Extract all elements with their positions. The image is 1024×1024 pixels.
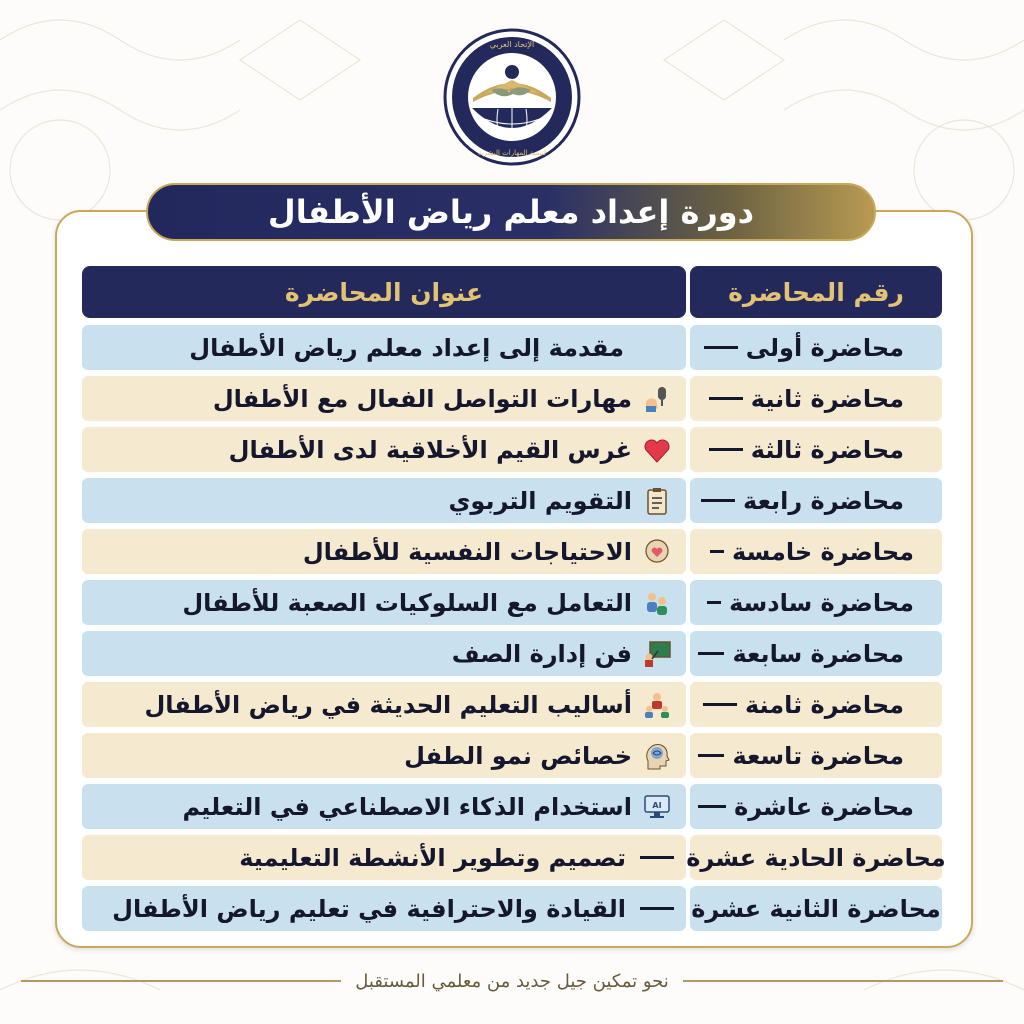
lecture-number: محاضرة ثامنة (744, 690, 904, 719)
classroom-board-icon (642, 639, 672, 669)
head-heart-icon (642, 537, 672, 567)
lecture-title: التقويم التربوي (448, 486, 632, 515)
lecture-title: خصائص نمو الطفل (404, 741, 632, 770)
logo-bottom-text: لتنمية المهارات البشرية (477, 149, 547, 157)
clipboard-icon (642, 486, 672, 516)
divider (683, 980, 1003, 982)
lecture-title: الاحتياجات النفسية للأطفال (302, 537, 632, 566)
table-row-number (690, 325, 942, 370)
table-row-title (82, 478, 686, 523)
lecture-title: فن إدارة الصف (451, 639, 632, 668)
table-row-title (82, 580, 686, 625)
organization-logo (443, 28, 581, 166)
ai-monitor-icon (642, 792, 672, 822)
lecture-title: القيادة والاحترافية في تعليم رياض الأطفال (112, 894, 626, 923)
teacher-children-icon (642, 690, 672, 720)
lecture-number: محاضرة ثالثة (750, 435, 904, 464)
table-row-number (690, 529, 942, 574)
lecture-title: أساليب التعليم الحديثة في رياض الأطفال (144, 690, 632, 719)
course-title: دورة إعداد معلم رياض الأطفال (267, 193, 755, 231)
lecture-number: محاضرة رابعة (743, 486, 904, 515)
header-title-label: عنوان المحاضرة (284, 277, 484, 307)
table-row-title (82, 682, 686, 727)
lecture-number: محاضرة عاشرة (734, 792, 914, 821)
lecture-title: غرس القيم الأخلاقية لدى الأطفال (228, 435, 632, 464)
dash (710, 550, 724, 553)
lecture-title: تصميم وتطوير الأنشطة التعليمية (239, 843, 626, 872)
table-row-number (690, 478, 942, 523)
dash (703, 703, 737, 706)
table-row-title (82, 376, 686, 421)
dash (698, 754, 724, 757)
dash (640, 856, 674, 859)
dash (704, 346, 738, 349)
lecture-number: محاضرة تاسعة (732, 741, 904, 770)
table-row-title (82, 835, 686, 880)
table-row-number (690, 376, 942, 421)
table-row-title (82, 529, 686, 574)
lecture-number: محاضرة الحادية عشرة (686, 843, 946, 872)
lecture-number: محاضرة أولى (745, 333, 904, 362)
dash (698, 652, 724, 655)
dash (707, 601, 721, 604)
lecture-number: محاضرة الثانية عشرة (691, 894, 941, 923)
table-row-title (82, 784, 686, 829)
table-row-number (690, 427, 942, 472)
footer-text: نحو تمكين جيل جديد من معلمي المستقبل (355, 970, 669, 992)
table-row-number (690, 784, 942, 829)
table-row-number (690, 886, 942, 931)
course-title-banner (146, 183, 876, 241)
lecture-title: مهارات التواصل الفعال مع الأطفال (212, 384, 632, 413)
lecture-title: التعامل مع السلوكيات الصعبة للأطفال (182, 588, 632, 617)
people-icon (642, 588, 672, 618)
header-lecture-title (82, 266, 686, 318)
lecture-title: مقدمة إلى إعداد معلم رياض الأطفال (189, 333, 624, 362)
table-row-title (82, 886, 686, 931)
divider (21, 980, 341, 982)
svg-text:AI: AI (652, 800, 662, 810)
header-number-label: رقم المحاضرة (728, 277, 904, 307)
microphone-hand-icon (642, 384, 672, 414)
table-row-number (690, 631, 942, 676)
table-row-number (690, 682, 942, 727)
heart-icon (642, 435, 672, 465)
lecture-number: محاضرة سادسة (729, 588, 914, 617)
footer-tagline (0, 966, 1024, 996)
logo-top-text: الإتحاد العربي (489, 40, 535, 49)
table-row-title (82, 427, 686, 472)
table-row-number (690, 580, 942, 625)
table-row-number (686, 835, 946, 880)
lecture-number: محاضرة ثانية (750, 384, 904, 413)
lecture-number: محاضرة خامسة (732, 537, 914, 566)
dash (709, 397, 743, 400)
dash (701, 499, 735, 502)
dash (709, 448, 743, 451)
lecture-title: استخدام الذكاء الاصطناعي في التعليم (182, 792, 632, 821)
dash (640, 907, 674, 910)
table-row-title (82, 631, 686, 676)
table-row-title (82, 733, 686, 778)
brain-head-icon (642, 741, 672, 771)
table-row-number (690, 733, 942, 778)
dash (698, 805, 726, 808)
header-lecture-number (690, 266, 942, 318)
lecture-number: محاضرة سابعة (732, 639, 904, 668)
table-row-title (82, 325, 686, 370)
